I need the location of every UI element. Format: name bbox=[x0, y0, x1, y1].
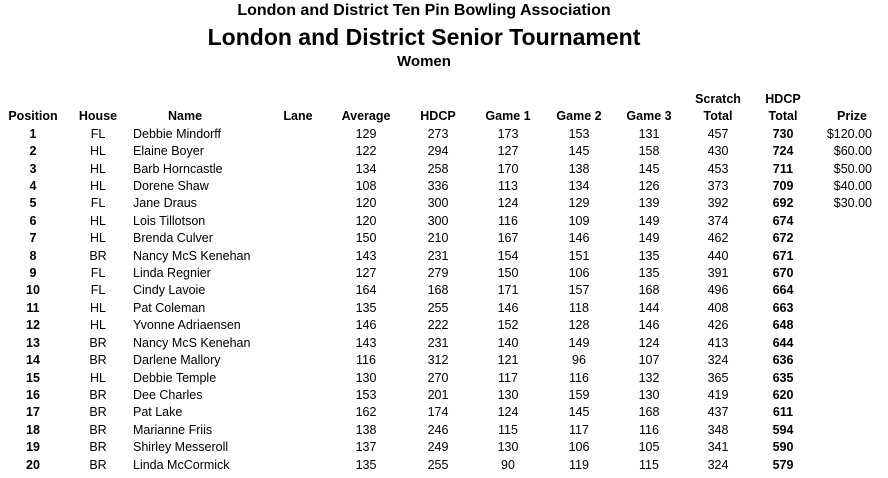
average-cell: 135 bbox=[355, 457, 377, 472]
name-cell: Nancy McS Kenehan bbox=[133, 335, 251, 350]
game3-cell: 131 bbox=[638, 126, 660, 141]
position-cell: 10 bbox=[26, 283, 40, 298]
col-scratch-top: Scratch bbox=[695, 92, 741, 106]
prize-cell bbox=[816, 265, 888, 282]
game1-cell: 130 bbox=[497, 440, 519, 455]
hdcp-total-cell: 648 bbox=[772, 318, 794, 333]
hdcp-cell: 255 bbox=[427, 457, 449, 472]
hdcp-total-cell: 711 bbox=[772, 161, 794, 176]
table-row bbox=[0, 282, 888, 299]
house-cell: BR bbox=[89, 353, 107, 368]
game3-cell: 135 bbox=[638, 248, 660, 263]
prize-cell bbox=[816, 404, 888, 421]
lane-cell bbox=[270, 161, 326, 178]
lane-cell bbox=[270, 213, 326, 230]
average-cell: 137 bbox=[355, 440, 377, 455]
game3-cell: 115 bbox=[639, 457, 659, 472]
hdcp-total-cell: 611 bbox=[772, 405, 794, 420]
results-table bbox=[0, 91, 888, 474]
game2-cell: 157 bbox=[568, 283, 590, 298]
game2-cell: 134 bbox=[568, 179, 590, 194]
average-cell: 127 bbox=[355, 266, 377, 281]
table-row bbox=[0, 248, 888, 265]
house-cell: HL bbox=[90, 213, 106, 228]
house-cell: BR bbox=[89, 440, 107, 455]
name-cell: Darlene Mallory bbox=[133, 353, 221, 368]
name-cell: Shirley Messeroll bbox=[133, 440, 229, 455]
lane-cell bbox=[270, 404, 326, 421]
house-cell: BR bbox=[89, 405, 107, 420]
position-cell: 19 bbox=[26, 440, 40, 455]
col-house: House bbox=[78, 109, 118, 124]
house-cell: FL bbox=[90, 196, 106, 211]
name-cell: Pat Coleman bbox=[133, 300, 206, 315]
game1-cell: 124 bbox=[497, 196, 519, 211]
game2-cell: 118 bbox=[569, 300, 589, 315]
position-cell: 4 bbox=[29, 179, 37, 194]
lane-cell bbox=[270, 143, 326, 160]
name-cell: Dorene Shaw bbox=[133, 179, 209, 194]
game1-cell: 140 bbox=[497, 335, 519, 350]
hdcp-cell: 174 bbox=[427, 405, 449, 420]
col-scratch-bottom: Total bbox=[703, 109, 733, 124]
scratch-total-cell: 496 bbox=[707, 283, 729, 298]
game3-cell: 168 bbox=[638, 283, 660, 298]
prize-cell bbox=[816, 457, 888, 474]
hdcp-cell: 312 bbox=[427, 353, 449, 368]
lane-cell bbox=[270, 439, 326, 456]
prize-cell bbox=[816, 300, 888, 317]
hdcp-cell: 246 bbox=[427, 422, 449, 437]
hdcp-total-cell: 730 bbox=[772, 126, 794, 141]
game1-cell: 90 bbox=[501, 457, 515, 472]
hdcp-total-cell: 664 bbox=[772, 283, 794, 298]
name-cell: Yvonne Adriaensen bbox=[133, 318, 241, 333]
prize-cell bbox=[816, 230, 888, 247]
prize-cell: $30.00 bbox=[833, 196, 872, 211]
game2-cell: 151 bbox=[568, 248, 590, 263]
game2-cell: 106 bbox=[568, 266, 590, 281]
game1-cell: 121 bbox=[497, 353, 519, 368]
name-cell: Jane Draus bbox=[133, 196, 197, 211]
table-header-row bbox=[0, 91, 888, 126]
game1-cell: 116 bbox=[498, 213, 518, 228]
house-cell: BR bbox=[89, 422, 107, 437]
prize-cell bbox=[816, 370, 888, 387]
hdcp-cell: 300 bbox=[427, 213, 449, 228]
average-cell: 135 bbox=[355, 300, 377, 315]
prize-cell bbox=[816, 439, 888, 456]
scratch-total-cell: 374 bbox=[707, 213, 729, 228]
hdcp-total-cell: 636 bbox=[772, 353, 794, 368]
game1-cell: 130 bbox=[497, 387, 519, 402]
hdcp-total-cell: 594 bbox=[772, 422, 794, 437]
col-prize: Prize bbox=[837, 109, 867, 124]
game3-cell: 126 bbox=[638, 179, 660, 194]
game1-cell: 170 bbox=[497, 161, 519, 176]
hdcp-cell: 210 bbox=[427, 231, 449, 246]
position-cell: 17 bbox=[26, 405, 40, 420]
scratch-total-cell: 392 bbox=[707, 196, 729, 211]
game1-cell: 124 bbox=[497, 405, 519, 420]
name-cell: Marianne Friis bbox=[133, 422, 213, 437]
average-cell: 143 bbox=[355, 248, 377, 263]
lane-cell bbox=[270, 230, 326, 247]
house-cell: FL bbox=[90, 283, 106, 298]
table-row bbox=[0, 422, 888, 439]
hdcp-cell: 201 bbox=[427, 387, 449, 402]
house-cell: HL bbox=[90, 161, 106, 176]
position-cell: 5 bbox=[29, 196, 37, 211]
hdcp-total-cell: 635 bbox=[772, 370, 794, 385]
position-cell: 18 bbox=[26, 422, 40, 437]
table-row bbox=[0, 161, 888, 178]
average-cell: 120 bbox=[355, 196, 377, 211]
col-name: Name bbox=[168, 109, 203, 124]
hdcp-total-cell: 724 bbox=[772, 144, 794, 159]
average-cell: 146 bbox=[355, 318, 377, 333]
scratch-total-cell: 430 bbox=[707, 144, 729, 159]
prize-cell bbox=[816, 387, 888, 404]
game3-cell: 124 bbox=[638, 335, 660, 350]
scratch-total-cell: 413 bbox=[707, 335, 729, 350]
table-row bbox=[0, 300, 888, 317]
name-cell: Dee Charles bbox=[133, 387, 203, 402]
table-row bbox=[0, 230, 888, 247]
hdcp-cell: 168 bbox=[427, 283, 449, 298]
game3-cell: 149 bbox=[638, 213, 660, 228]
house-cell: BR bbox=[89, 387, 107, 402]
game3-cell: 158 bbox=[638, 144, 660, 159]
prize-cell: $40.00 bbox=[833, 179, 872, 194]
position-cell: 12 bbox=[26, 318, 40, 333]
scratch-total-cell: 426 bbox=[707, 318, 729, 333]
game3-cell: 146 bbox=[638, 318, 660, 333]
game2-cell: 153 bbox=[568, 126, 590, 141]
tournament-title: London and District Senior Tournament bbox=[207, 24, 641, 50]
name-cell: Debbie Mindorff bbox=[133, 126, 222, 141]
game1-cell: 117 bbox=[498, 370, 518, 385]
name-cell: Cindy Lavoie bbox=[133, 283, 206, 298]
house-cell: HL bbox=[90, 231, 106, 246]
game1-cell: 127 bbox=[497, 144, 519, 159]
lane-cell bbox=[270, 457, 326, 474]
lane-cell bbox=[270, 248, 326, 265]
game3-cell: 139 bbox=[638, 196, 660, 211]
position-cell: 15 bbox=[26, 370, 40, 385]
hdcp-total-cell: 663 bbox=[772, 300, 794, 315]
name-cell: Linda McCormick bbox=[133, 457, 230, 472]
lane-cell bbox=[270, 335, 326, 352]
hdcp-cell: 294 bbox=[427, 144, 449, 159]
hdcp-cell: 273 bbox=[427, 126, 449, 141]
game3-cell: 105 bbox=[638, 440, 660, 455]
table-row bbox=[0, 265, 888, 282]
average-cell: 164 bbox=[355, 283, 377, 298]
lane-cell bbox=[270, 178, 326, 195]
game1-cell: 152 bbox=[497, 318, 519, 333]
position-cell: 3 bbox=[29, 161, 37, 176]
scratch-total-cell: 324 bbox=[707, 353, 729, 368]
average-cell: 150 bbox=[355, 231, 377, 246]
name-cell: Pat Lake bbox=[133, 405, 183, 420]
lane-cell bbox=[270, 282, 326, 299]
house-cell: HL bbox=[90, 318, 106, 333]
prize-cell: $120.00 bbox=[826, 126, 872, 141]
house-cell: FL bbox=[90, 266, 106, 281]
game1-cell: 173 bbox=[497, 126, 519, 141]
game3-cell: 144 bbox=[638, 300, 660, 315]
game3-cell: 116 bbox=[639, 422, 659, 437]
lane-cell bbox=[270, 422, 326, 439]
average-cell: 108 bbox=[355, 179, 377, 194]
house-cell: HL bbox=[90, 300, 106, 315]
game1-cell: 146 bbox=[497, 300, 519, 315]
prize-cell bbox=[816, 213, 888, 230]
lane-cell bbox=[270, 352, 326, 369]
table-row bbox=[0, 387, 888, 404]
hdcp-total-cell: 620 bbox=[772, 387, 794, 402]
game2-cell: 138 bbox=[568, 161, 590, 176]
scratch-total-cell: 391 bbox=[707, 266, 729, 281]
hdcp-total-cell: 692 bbox=[772, 196, 794, 211]
house-cell: HL bbox=[90, 144, 106, 159]
table-row bbox=[0, 439, 888, 456]
col-game2: Game 2 bbox=[556, 109, 602, 124]
hdcp-total-cell: 674 bbox=[772, 213, 794, 228]
scratch-total-cell: 419 bbox=[707, 387, 729, 402]
game2-cell: 145 bbox=[568, 405, 590, 420]
hdcp-cell: 255 bbox=[427, 300, 449, 315]
hdcp-total-cell: 671 bbox=[772, 248, 794, 263]
average-cell: 120 bbox=[355, 213, 377, 228]
average-cell: 134 bbox=[355, 161, 377, 176]
house-cell: BR bbox=[89, 335, 107, 350]
table-row bbox=[0, 143, 888, 160]
game1-cell: 154 bbox=[497, 248, 519, 263]
game1-cell: 171 bbox=[497, 283, 519, 298]
game2-cell: 109 bbox=[568, 213, 590, 228]
average-cell: 162 bbox=[355, 405, 377, 420]
col-hdcp-total bbox=[750, 91, 816, 126]
house-cell: HL bbox=[90, 179, 106, 194]
hdcp-cell: 258 bbox=[427, 161, 449, 176]
average-cell: 129 bbox=[355, 126, 377, 141]
lane-cell bbox=[270, 317, 326, 334]
lane-cell bbox=[270, 126, 326, 143]
hdcp-total-cell: 709 bbox=[772, 179, 794, 194]
table-row bbox=[0, 404, 888, 421]
scratch-total-cell: 457 bbox=[707, 126, 729, 141]
position-cell: 13 bbox=[26, 335, 40, 350]
position-cell: 2 bbox=[29, 144, 37, 159]
hdcp-cell: 279 bbox=[427, 266, 449, 281]
hdcp-total-cell: 579 bbox=[772, 457, 794, 472]
game2-cell: 159 bbox=[568, 387, 590, 402]
association-title: London and District Ten Pin Bowling Association bbox=[237, 2, 611, 19]
scratch-total-cell: 408 bbox=[707, 300, 729, 315]
col-game3: Game 3 bbox=[626, 109, 672, 124]
hdcp-total-cell: 590 bbox=[772, 440, 794, 455]
table-row bbox=[0, 126, 888, 143]
table-row bbox=[0, 195, 888, 212]
name-cell: Lois Tillotson bbox=[133, 213, 206, 228]
name-cell: Elaine Boyer bbox=[133, 144, 204, 159]
game2-cell: 106 bbox=[568, 440, 590, 455]
position-cell: 16 bbox=[26, 387, 40, 402]
table-row bbox=[0, 457, 888, 474]
table-row bbox=[0, 213, 888, 230]
hdcp-cell: 231 bbox=[427, 335, 449, 350]
game3-cell: 132 bbox=[638, 370, 660, 385]
lane-cell bbox=[270, 370, 326, 387]
col-scratch-total bbox=[686, 91, 750, 126]
average-cell: 122 bbox=[355, 144, 377, 159]
position-cell: 7 bbox=[29, 231, 37, 246]
name-cell: Brenda Culver bbox=[133, 231, 213, 246]
game2-cell: 145 bbox=[568, 144, 590, 159]
game1-cell: 167 bbox=[497, 231, 519, 246]
game3-cell: 168 bbox=[638, 405, 660, 420]
position-cell: 1 bbox=[29, 126, 37, 141]
col-average: Average bbox=[341, 109, 391, 124]
average-cell: 130 bbox=[355, 370, 377, 385]
name-cell: Nancy McS Kenehan bbox=[133, 248, 251, 263]
lane-cell bbox=[270, 265, 326, 282]
average-cell: 116 bbox=[356, 353, 376, 368]
scratch-total-cell: 373 bbox=[707, 179, 729, 194]
scratch-total-cell: 365 bbox=[707, 370, 729, 385]
hdcp-cell: 249 bbox=[427, 440, 449, 455]
prize-cell bbox=[816, 282, 888, 299]
position-cell: 11 bbox=[26, 300, 40, 315]
game3-cell: 149 bbox=[638, 231, 660, 246]
house-cell: FL bbox=[90, 126, 106, 141]
game2-cell: 117 bbox=[569, 422, 589, 437]
average-cell: 153 bbox=[355, 387, 377, 402]
hdcp-cell: 231 bbox=[427, 248, 449, 263]
col-position: Position bbox=[8, 109, 58, 124]
prize-cell bbox=[816, 352, 888, 369]
lane-cell bbox=[270, 300, 326, 317]
prize-cell: $50.00 bbox=[833, 161, 872, 176]
name-cell: Barb Horncastle bbox=[133, 161, 223, 176]
hdcp-total-cell: 644 bbox=[772, 335, 794, 350]
scratch-total-cell: 348 bbox=[707, 422, 729, 437]
prize-cell bbox=[816, 422, 888, 439]
game2-cell: 119 bbox=[569, 457, 589, 472]
prize-cell: $60.00 bbox=[833, 144, 872, 159]
game2-cell: 116 bbox=[569, 370, 589, 385]
game1-cell: 113 bbox=[498, 179, 518, 194]
name-cell: Linda Regnier bbox=[133, 266, 211, 281]
position-cell: 8 bbox=[29, 248, 37, 263]
col-hdcp-total-bottom: Total bbox=[768, 109, 798, 124]
col-hdcp: HDCP bbox=[420, 109, 456, 124]
hdcp-total-cell: 670 bbox=[772, 266, 794, 281]
lane-cell bbox=[270, 195, 326, 212]
house-cell: BR bbox=[89, 457, 107, 472]
game2-cell: 96 bbox=[572, 353, 586, 368]
lane-cell bbox=[270, 387, 326, 404]
house-cell: BR bbox=[89, 248, 107, 263]
prize-cell bbox=[816, 248, 888, 265]
average-cell: 143 bbox=[355, 335, 377, 350]
table-row bbox=[0, 317, 888, 334]
table-row bbox=[0, 335, 888, 352]
scratch-total-cell: 462 bbox=[707, 231, 729, 246]
game3-cell: 145 bbox=[638, 161, 660, 176]
col-game1: Game 1 bbox=[485, 109, 531, 124]
game3-cell: 130 bbox=[638, 387, 660, 402]
hdcp-cell: 300 bbox=[427, 196, 449, 211]
division-title: Women bbox=[397, 53, 451, 70]
game2-cell: 146 bbox=[568, 231, 590, 246]
game2-cell: 129 bbox=[568, 196, 590, 211]
hdcp-cell: 270 bbox=[427, 370, 449, 385]
game3-cell: 135 bbox=[638, 266, 660, 281]
position-cell: 6 bbox=[29, 213, 37, 228]
average-cell: 138 bbox=[355, 422, 377, 437]
position-cell: 14 bbox=[26, 353, 40, 368]
game1-cell: 150 bbox=[497, 266, 519, 281]
col-lane: Lane bbox=[283, 109, 313, 124]
table-row bbox=[0, 370, 888, 387]
scratch-total-cell: 341 bbox=[707, 440, 729, 455]
scratch-total-cell: 440 bbox=[707, 248, 729, 263]
house-cell: HL bbox=[90, 370, 106, 385]
prize-cell bbox=[816, 335, 888, 352]
position-cell: 9 bbox=[29, 266, 37, 281]
hdcp-cell: 222 bbox=[427, 318, 449, 333]
game1-cell: 115 bbox=[498, 422, 518, 437]
game2-cell: 128 bbox=[568, 318, 590, 333]
hdcp-total-cell: 672 bbox=[772, 231, 794, 246]
prize-cell bbox=[816, 317, 888, 334]
name-cell: Debbie Temple bbox=[133, 370, 217, 385]
table-row bbox=[0, 178, 888, 195]
col-hdcp-total-top: HDCP bbox=[765, 92, 801, 106]
hdcp-cell: 336 bbox=[427, 179, 449, 194]
game3-cell: 107 bbox=[638, 353, 660, 368]
table-row bbox=[0, 352, 888, 369]
scratch-total-cell: 453 bbox=[707, 161, 729, 176]
position-cell: 20 bbox=[26, 457, 40, 472]
scratch-total-cell: 437 bbox=[707, 405, 729, 420]
game2-cell: 149 bbox=[568, 335, 590, 350]
scratch-total-cell: 324 bbox=[707, 457, 729, 472]
